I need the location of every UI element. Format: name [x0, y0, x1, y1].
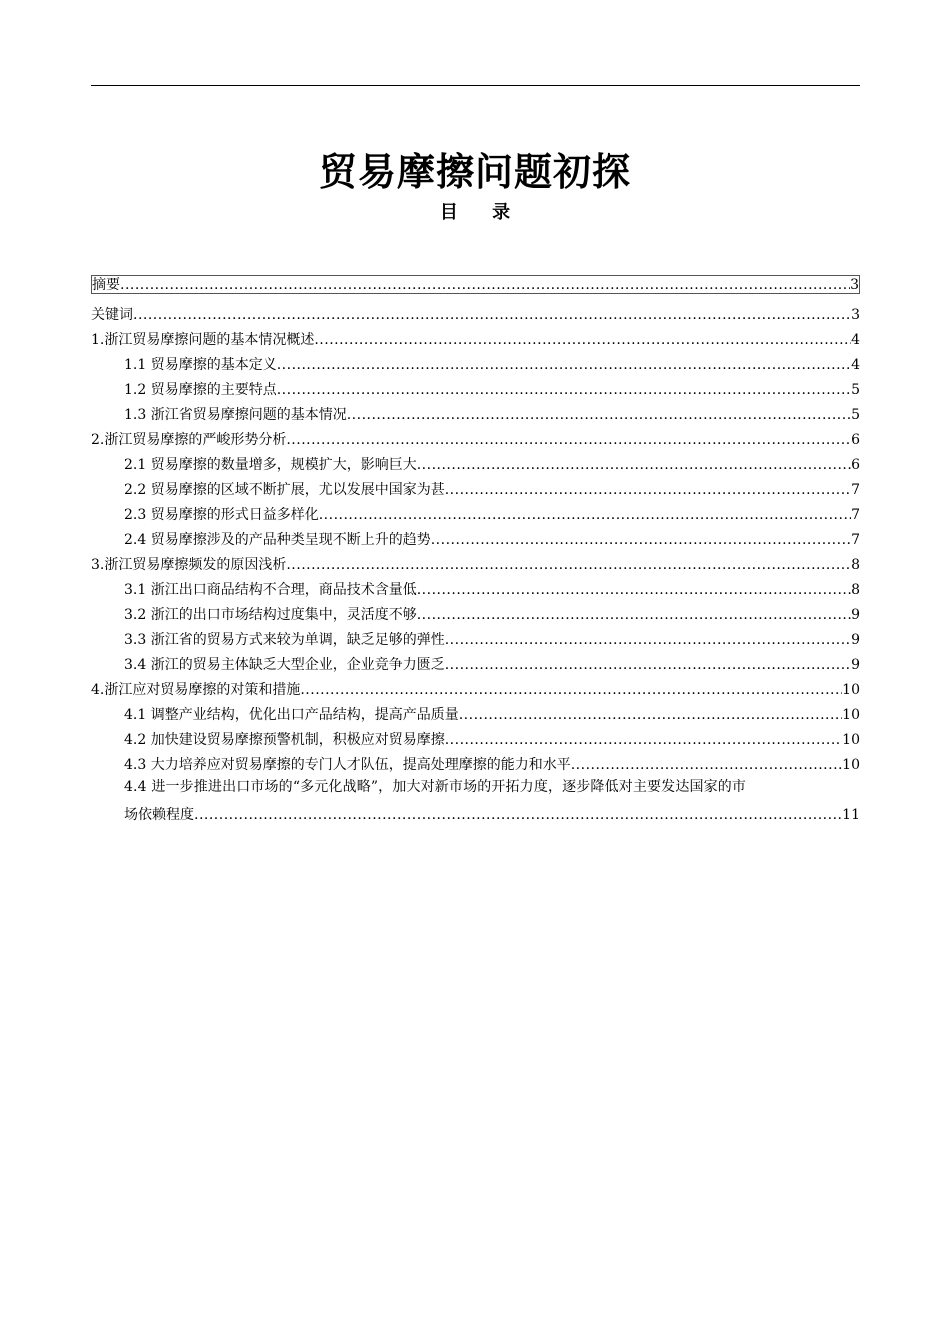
toc-dot-leader — [133, 305, 851, 325]
toc-page-number: 5 — [851, 382, 860, 398]
toc-entry[interactable] — [91, 725, 860, 750]
toc-dot-leader — [277, 380, 851, 400]
toc-dot-leader — [431, 530, 851, 550]
toc-entry-text: 1.1 贸易摩擦的基本定义 — [124, 357, 277, 373]
toc-entry[interactable] — [91, 600, 860, 625]
toc-page-number: 10 — [842, 757, 860, 773]
toc-entry[interactable] — [91, 675, 860, 700]
toc-entry-text: 4.浙江应对贸易摩擦的对策和措施 — [91, 682, 301, 698]
toc-page-number: 7 — [851, 507, 860, 523]
toc-entry[interactable] — [91, 350, 860, 375]
toc-entry[interactable] — [91, 500, 860, 525]
toc-entry[interactable] — [91, 475, 860, 500]
toc-page-number: 8 — [851, 557, 860, 573]
toc-entry[interactable] — [91, 375, 860, 400]
toc-page-number: 3 — [851, 307, 860, 323]
toc-dot-leader — [277, 355, 851, 375]
toc-entry-text: 摘要 — [92, 276, 120, 293]
toc-dot-leader — [445, 630, 851, 650]
toc-page-number: 7 — [851, 482, 860, 498]
toc-page-number: 6 — [851, 432, 860, 448]
toc-page-number: 4 — [851, 332, 860, 348]
toc-entry-4-4[interactable] — [91, 775, 860, 825]
toc-entry[interactable] — [91, 550, 860, 575]
toc-entry-text: 1.浙江贸易摩擦问题的基本情况概述 — [91, 332, 315, 348]
toc-entry-text: 3.浙江贸易摩擦频发的原因浅析 — [91, 557, 287, 573]
toc-entry-text: 3.1 浙江出口商品结构不合理，商品技术含量低 — [124, 582, 417, 598]
toc-page-number: 9 — [851, 657, 860, 673]
toc-entry[interactable] — [91, 650, 860, 675]
toc-entry[interactable] — [91, 700, 860, 725]
toc-dot-leader — [286, 555, 851, 575]
toc-dot-leader — [571, 755, 842, 775]
toc-entry[interactable] — [91, 400, 860, 425]
toc-page-number: 9 — [851, 607, 860, 623]
toc-dot-leader — [417, 455, 851, 475]
toc-entry-text: 3.4 浙江的贸易主体缺乏大型企业，企业竞争力匮乏 — [124, 657, 445, 673]
toc-entry-text-line2: 场依赖程度 — [124, 807, 194, 823]
toc-entry[interactable] — [91, 325, 860, 350]
toc-page-number: 4 — [851, 357, 860, 373]
toc-dot-leader — [445, 480, 851, 500]
toc-dot-leader — [417, 580, 851, 600]
toc-entry-text-line1: 4.4 进一步推进出口市场的“多元化战略”，加大对新市场的开拓力度，逐步降低对主要发达国家的市 — [124, 779, 747, 795]
toc-page-number: 8 — [851, 582, 860, 598]
toc-entry[interactable] — [91, 750, 860, 775]
toc-entry-text: 4.1 调整产业结构，优化出口产品结构，提高产品质量 — [124, 707, 459, 723]
toc-entry[interactable] — [91, 275, 860, 294]
toc-entry-text: 2.浙江贸易摩擦的严峻形势分析 — [91, 432, 287, 448]
toc-page-number: 3 — [850, 276, 859, 293]
toc-page-number: 5 — [851, 407, 860, 423]
toc-entry-text: 3.2 浙江的出口市场结构过度集中，灵活度不够 — [124, 607, 417, 623]
toc-page-number: 6 — [851, 457, 860, 473]
toc-entry-text: 4.2 加快建设贸易摩擦预警机制，积极应对贸易摩擦 — [124, 732, 445, 748]
toc-dot-leader — [417, 605, 851, 625]
toc-entry-text: 4.3 大力培养应对贸易摩擦的专门人才队伍，提高处理摩擦的能力和水平 — [124, 757, 571, 773]
toc-dot-leader — [300, 680, 842, 700]
toc-page-number: 10 — [842, 682, 860, 698]
toc-page-number: 10 — [842, 732, 860, 748]
toc-entry[interactable] — [91, 575, 860, 600]
toc-entry-text: 2.2 贸易摩擦的区域不断扩展，尤以发展中国家为甚 — [124, 482, 445, 498]
toc-dot-leader — [459, 705, 842, 725]
toc-entry-text: 关键词 — [91, 307, 133, 323]
toc-entry[interactable] — [91, 425, 860, 450]
toc-dot-leader — [194, 805, 842, 825]
toc-dot-leader — [319, 505, 851, 525]
toc-entry[interactable] — [91, 450, 860, 475]
toc-entry-text: 3.3 浙江省的贸易方式来较为单调，缺乏足够的弹性 — [124, 632, 445, 648]
toc-dot-leader — [347, 405, 851, 425]
toc-page-number: 9 — [851, 632, 860, 648]
toc-entry-text: 2.4 贸易摩擦涉及的产品种类呈现不断上升的趋势 — [124, 532, 431, 548]
toc-entry-text: 1.2 贸易摩擦的主要特点 — [124, 382, 277, 398]
toc-entry[interactable] — [91, 525, 860, 550]
toc-page-number: 10 — [842, 707, 860, 723]
toc-dot-leader — [445, 655, 851, 675]
toc-page-number: 7 — [851, 532, 860, 548]
toc-entry-text: 2.1 贸易摩擦的数量增多，规模扩大，影响巨大 — [124, 457, 417, 473]
table-of-contents — [91, 275, 860, 825]
toc-page-number: 11 — [842, 807, 860, 823]
toc-entry[interactable] — [91, 300, 860, 325]
toc-dot-leader — [286, 430, 851, 450]
toc-dot-leader — [120, 275, 850, 295]
toc-entry-text: 2.3 贸易摩擦的形式日益多样化 — [124, 507, 319, 523]
toc-entry-text: 1.3 浙江省贸易摩擦问题的基本情况 — [124, 407, 347, 423]
toc-entry[interactable] — [91, 625, 860, 650]
toc-dot-leader — [314, 330, 851, 350]
toc-heading: 目 录 — [439, 202, 525, 223]
document-title: 贸易摩擦问题初探 — [318, 150, 631, 194]
toc-dot-leader — [445, 730, 842, 750]
header-rule — [91, 85, 860, 86]
